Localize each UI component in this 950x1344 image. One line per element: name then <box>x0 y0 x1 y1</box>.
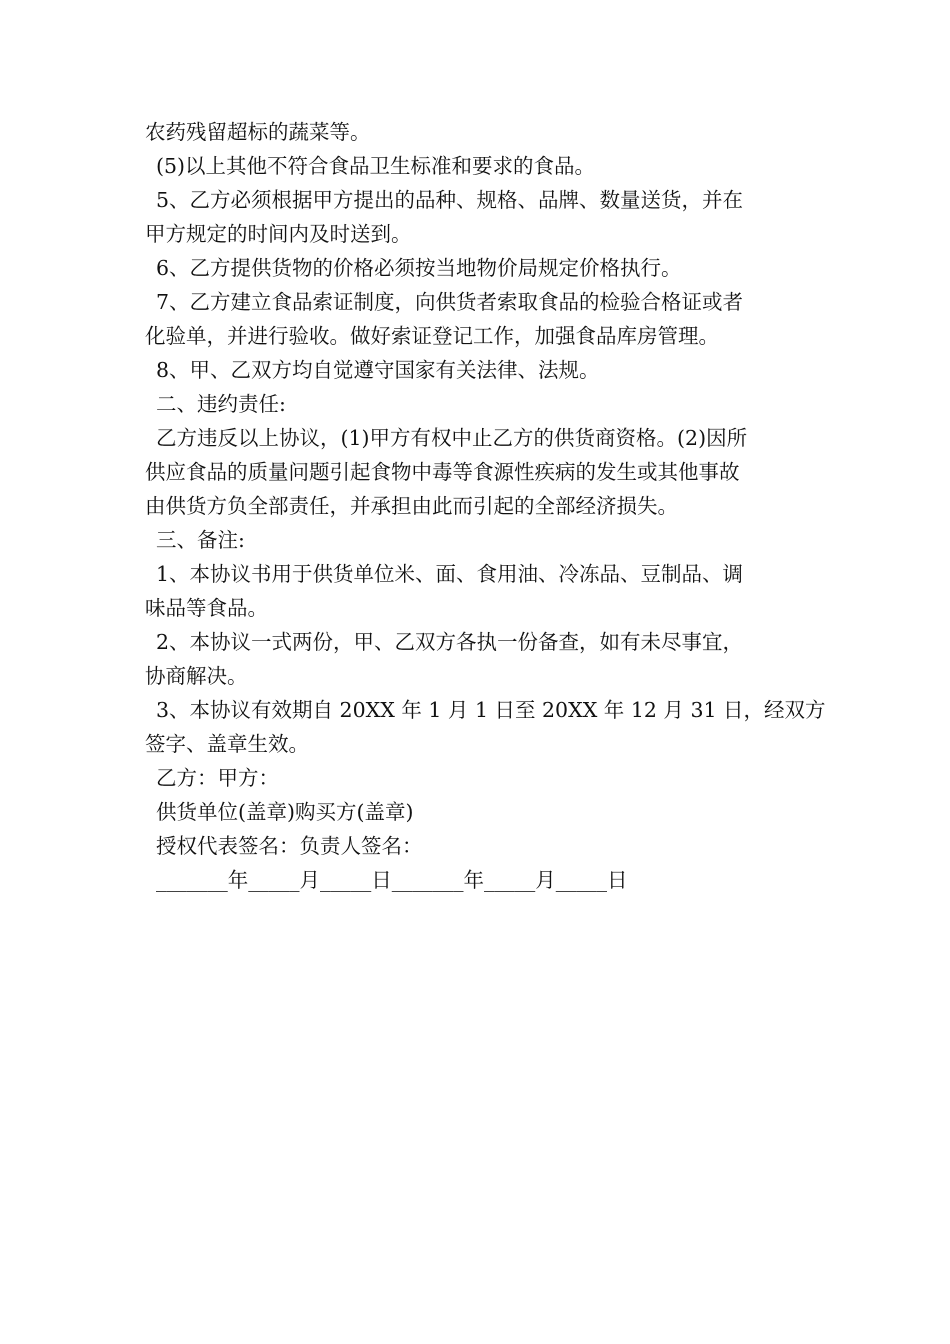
section-heading: 二、违约责任: <box>156 392 286 416</box>
text-line: 3、本协议有效期自 20XX 年 1 月 1 日至 20XX 年 12 月 31 日，经双方 <box>156 698 826 722</box>
text-line: 化验单，并进行验收。做好索证登记工作，加强食品库房管理。 <box>145 324 719 348</box>
text-line: 6、乙方提供货物的价格必须按当地物价局规定价格执行。 <box>156 256 682 280</box>
document-body <box>145 115 826 897</box>
text-line: 味品等食品。 <box>145 596 268 620</box>
text-line: 签字、盖章生效。 <box>145 732 309 756</box>
text-line: 7、乙方建立食品索证制度，向供货者索取食品的检验合格证或者 <box>156 290 744 314</box>
text-line: 供应食品的质量问题引起食物中毒等食源性疾病的发生或其他事故 <box>145 460 740 484</box>
party-labels: 乙方：甲方： <box>156 766 279 790</box>
text-line: 协商解决。 <box>145 664 248 688</box>
seal-labels: 供货单位(盖章)购买方(盖章) <box>156 800 414 824</box>
text-line: 由供货方负全部责任，并承担由此而引起的全部经济损失。 <box>145 494 678 518</box>
text-line: 农药残留超标的蔬菜等。 <box>145 120 371 144</box>
signature-labels: 授权代表签名：负责人签名： <box>156 834 423 858</box>
text-line: (5)以上其他不符合食品卫生标准和要求的食品。 <box>156 154 596 178</box>
text-line: 5、乙方必须根据甲方提出的品种、规格、品牌、数量送货，并在 <box>156 188 744 212</box>
text-line: 1、本协议书用于供货单位米、面、食用油、冷冻品、豆制品、调 <box>156 562 744 586</box>
date-fields: _______年_____月_____日_______年_____月_____日 <box>156 868 628 892</box>
text-line: 甲方规定的时间内及时送到。 <box>145 222 412 246</box>
text-line: 2、本协议一式两份，甲、乙双方各执一份备查，如有未尽事宜， <box>156 630 744 654</box>
text-line: 8、甲、乙双方均自觉遵守国家有关法律、法规。 <box>156 358 600 382</box>
section-heading: 三、备注: <box>156 528 245 552</box>
text-line: 乙方违反以上协议，(1)甲方有权中止乙方的供货商资格。(2)因所 <box>156 426 748 450</box>
